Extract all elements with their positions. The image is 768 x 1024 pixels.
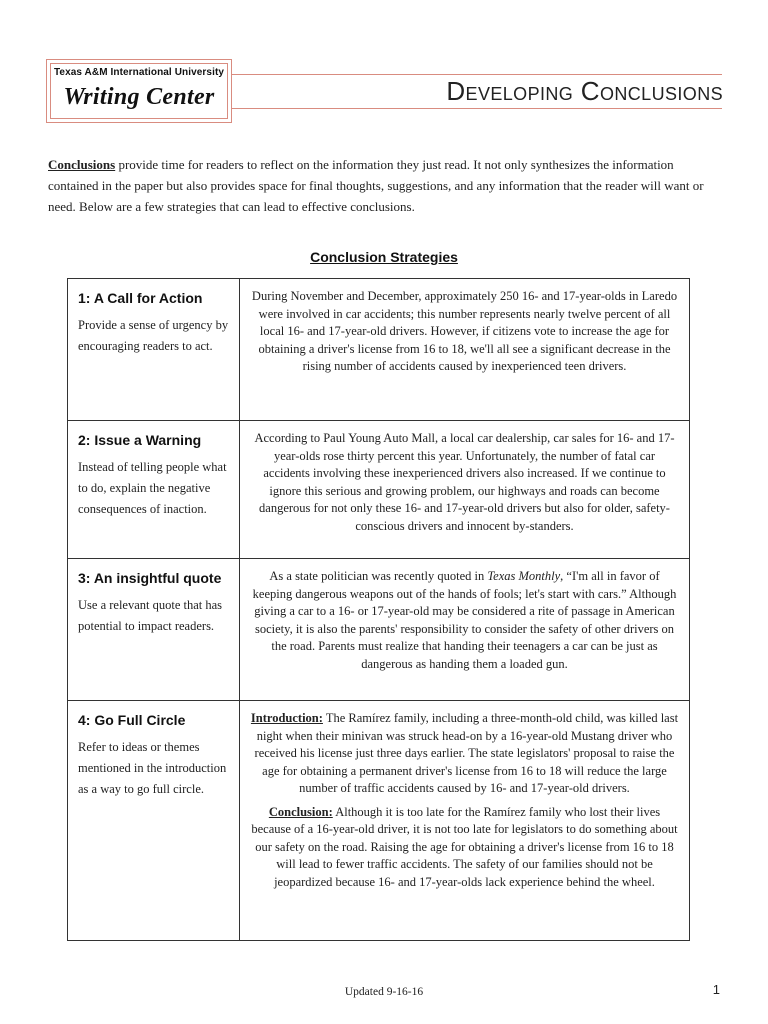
strategy-description: Refer to ideas or themes mentioned in the introduction as a way to go full circle. (78, 740, 227, 796)
strategy-row (68, 559, 690, 701)
intro-text: provide time for readers to reflect on the information they just read. It not only synthesizes the information contained in the paper but also provides space for final thoughts, suggestions, and any information that the reader will want or need. Below are a few strategies that can lead to effective conclusions. (48, 157, 704, 214)
strategy-label-cell (68, 701, 240, 941)
page-title: Developing Conclusions (446, 76, 723, 106)
header-rule-top (232, 74, 722, 75)
writing-center-logo (46, 59, 232, 123)
intro-lead-word: Conclusions (48, 157, 116, 172)
strategy-example: According to Paul Young Auto Mall, a local car dealership, car sales for 16- and 17-year-olds rose thirty percent this year. Unfortunately, the number of fatal car accidents involving these inexperienced drivers also increased. If we continue to ignore this serious and growing problem, our highways and roads can become dangerous for not only these 16- and 17-year-old drivers but also for older, safety-conscious drivers and innocent by-standers. (254, 431, 675, 533)
university-name: Texas A&M International University (53, 67, 225, 78)
intro-paragraph (48, 154, 720, 217)
strategy-description: Use a relevant quote that has potential to impact readers. (78, 598, 223, 633)
quote-lead-text: As a state politician was recently quoted in (269, 569, 488, 583)
section-title: Conclusion Strategies (310, 249, 458, 265)
strategy-title: 2: Issue a Warning (78, 432, 202, 448)
example-introduction (250, 710, 679, 798)
strategy-title: 1: A Call for Action (78, 290, 203, 306)
strategy-label-cell (68, 559, 240, 701)
strategy-example-cell (240, 559, 690, 701)
strategy-example (250, 710, 679, 891)
strategies-table (67, 278, 690, 941)
strategy-example-cell (240, 701, 690, 941)
strategy-row (68, 701, 690, 941)
writing-center-wordmark: Writing Center (63, 84, 215, 110)
strategy-description: Provide a sense of urgency by encouraging readers to act. (78, 318, 229, 353)
introduction-text: The Ramírez family, including a three-month-old child, was killed last night when their minivan was struck head-on by a 16-year-old Mustang driver who received his license just three days earlier. The state legislators' proposal to raise the age for obtaining a permanent driver's license from 16 to 18 will reduce the large number of traffic accidents caused by 16- and 17-year-old drivers. (254, 711, 679, 795)
conclusion-text: Although it is too late for the Ramírez family who lost their lives because of a 16-year-old driver, it is not too late for legislators to do something about our safety on the road. Raising the age for obtaining a driver's license from 16 to 18 will lead to fewer traffic accidents. The safety of our families should not be jeopardized because 16- and 17-year-olds lack experience behind the wheel. (251, 804, 678, 889)
strategy-example (250, 568, 679, 673)
updated-date: Updated 9-16-16 (344, 986, 424, 998)
strategy-row (68, 421, 690, 559)
publication-title: Texas Monthly (487, 569, 561, 583)
strategy-title: 3: An insightful quote (78, 570, 222, 586)
strategy-row (68, 279, 690, 421)
conclusion-label: Conclusion: (268, 804, 333, 819)
strategy-example-cell (240, 279, 690, 421)
strategy-description: Instead of telling people what to do, explain the negative consequences of inaction. (78, 460, 227, 516)
quote-rest-text: , “I'm all in favor of keeping dangerous weapons out of the hands of fools; let's start with cars.” Although giving a car to a 16- or 17-year-old may be considered a rite of passage in American society, it is also the parents' responsibility to consider the safety of other drivers on the road. Parents must realize that handing their teenagers a car can be just as dangerous as handing them a loaded gun. (252, 569, 677, 671)
header-rule-bottom (232, 108, 722, 109)
example-conclusion (250, 804, 679, 892)
strategy-example-cell (240, 421, 690, 559)
strategy-example: During November and December, approximately 250 16- and 17-year-olds in Laredo were involved in car accidents; this number represents nearly twelve percent of all local 16- and 17-year-old drivers. However, if citizens vote to increase the age for obtaining a driver's license from 16 to 18, we'll all see a significant decrease in the rising number of accidents caused by inexperienced teen drivers. (251, 289, 678, 373)
strategy-label-cell (68, 279, 240, 421)
introduction-label: Introduction: (250, 711, 323, 725)
strategy-title: 4: Go Full Circle (78, 712, 186, 728)
strategy-label-cell (68, 421, 240, 559)
page-number: 1 (712, 982, 720, 997)
